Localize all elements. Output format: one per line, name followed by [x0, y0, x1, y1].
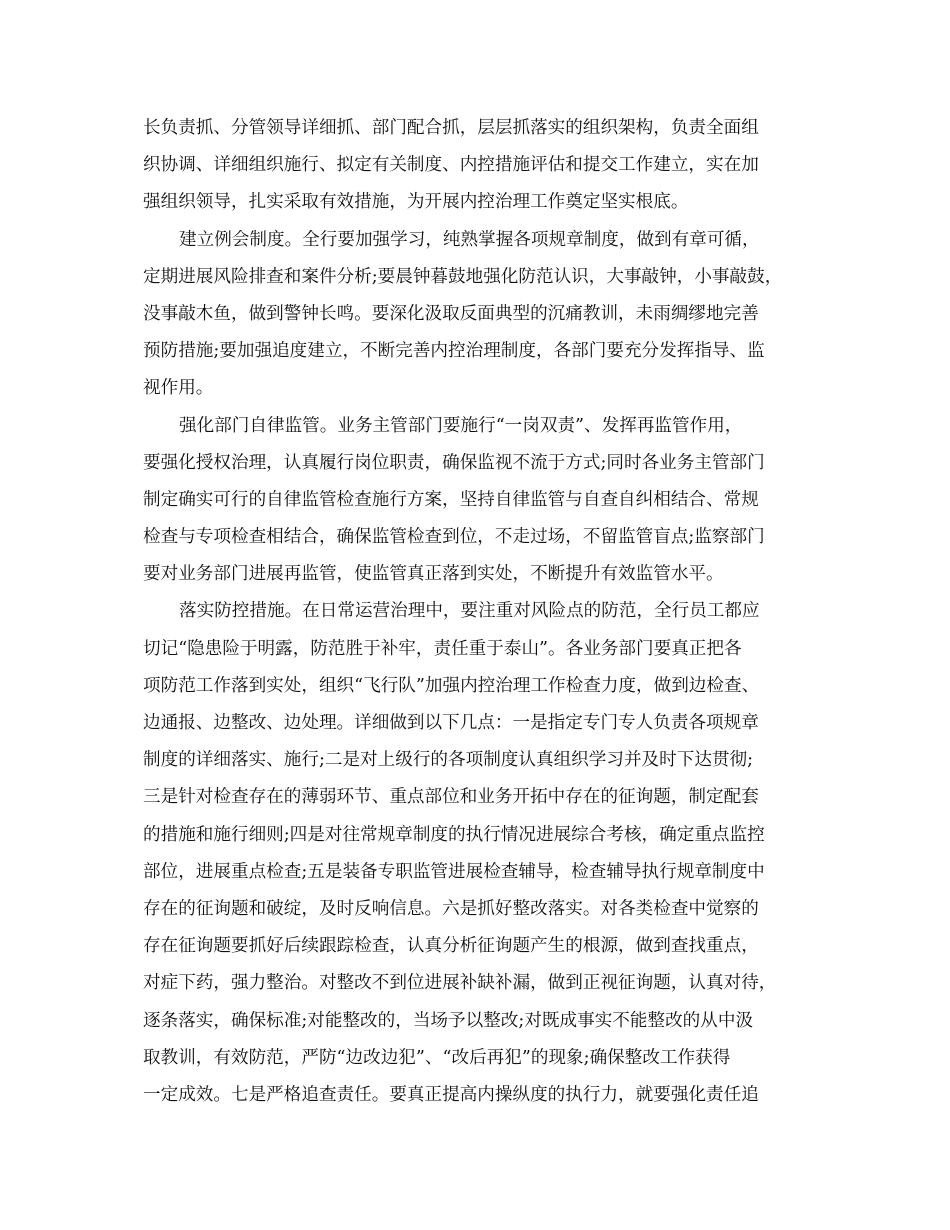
text-line: 三是针对检查存在的薄弱环节、重点部位和业务开拓中存在的征询题，制定配套	[143, 787, 759, 808]
text-line: 视作用。	[143, 378, 214, 399]
text-line: 切记“隐患险于明露，防范胜于补牢，责任重于泰山”。各业务部门要真正把各	[143, 638, 742, 659]
paragraph-first-line: 强化部门自律监管。业务主管部门要施行“一岗双责”、发挥再监管作用，	[179, 415, 743, 436]
text-line: 部位，进展重点检查;五是装备专职监管进展检查辅导，检查辅导执行规章制度中	[143, 861, 765, 882]
text-line: 的措施和施行细则;四是对往常规章制度的执行情况进展综合考核，确定重点监控	[143, 824, 765, 845]
text-line: 要对业务部门进展再监管，使监管真正落到实处，不断提升有效监管水平。	[143, 564, 724, 585]
text-line: 预防措施;要加强追度建立，不断完善内控治理制度，各部门要充分发挥指导、监	[143, 341, 765, 362]
paragraph-first-line: 建立例会制度。全行要加强学习，纯熟掌握各项规章制度，做到有章可循，	[179, 229, 760, 250]
text-line: 存在征询题要抓好后续跟踪检查，认真分析征询题产生的根源，做到查找重点，	[143, 936, 759, 957]
text-line: 存在的征询题和破绽，及时反响信息。六是抓好整改落实。对各类检查中觉察的	[143, 898, 759, 919]
text-line: 没事敲木鱼，做到警钟长鸣。要深化汲取反面典型的沉痛教训，未雨绸缪地完善	[143, 303, 759, 324]
text-line: 织协调、详细组织施行、拟定有关制度、内控措施评估和提交工作建立，实在加	[143, 155, 759, 176]
text-line: 长负责抓、分管领导详细抓、部门配合抓，层层抓落实的组织架构，负责全面组	[143, 118, 759, 138]
text-line: 边通报、边整改、边处理。详细做到以下几点：一是指定专门专人负责各项规章	[143, 713, 759, 733]
text-line: 定期进展风险排查和案件分析;要晨钟暮鼓地强化防范认识，大事敲钟，小事敲鼓，	[143, 266, 783, 287]
text-line: 项防范工作落到实处，组织“飞行队”加强内控治理工作检查力度，做到边检查、	[143, 675, 760, 696]
text-line: 强组织领导，扎实采取有效措施，为开展内控治理工作奠定坚实根底。	[143, 192, 689, 213]
text-line: 一定成效。七是严格追查责任。要真正提高内操纵度的执行力，就要强化责任追	[143, 1084, 759, 1105]
text-line: 要强化授权治理，认真履行岗位职责，确保监视不流于方式;同时各业务主管部门	[143, 452, 765, 473]
document-body	[143, 110, 813, 1114]
paragraph-first-line: 落实防控措施。在日常运营治理中，要注重对风险点的防范，全行员工都应	[179, 601, 760, 622]
text-line: 检查与专项检查相结合，确保监管检查到位，不走过场，不留监管盲点;监察部门	[143, 527, 765, 548]
text-line: 制度的详细落实、施行;二是对上级行的各项制度认真组织学习并及时下达贯彻;	[143, 750, 754, 771]
text-line: 逐条落实，确保标准;对能整改的，当场予以整改;对既成事实不能整改的从中汲	[143, 1010, 754, 1031]
text-line: 对症下药，强力整治。对整改不到位进展补缺补漏，做到正视征询题，认真对待，	[143, 973, 777, 994]
text-line: 制定确实可行的自律监管检查施行方案，坚持自律监管与自查自纠相结合、常规	[143, 489, 759, 510]
text-line: 取教训，有效防范，严防“边改边犯”、“改后再犯”的现象;确保整改工作获得	[143, 1047, 731, 1068]
